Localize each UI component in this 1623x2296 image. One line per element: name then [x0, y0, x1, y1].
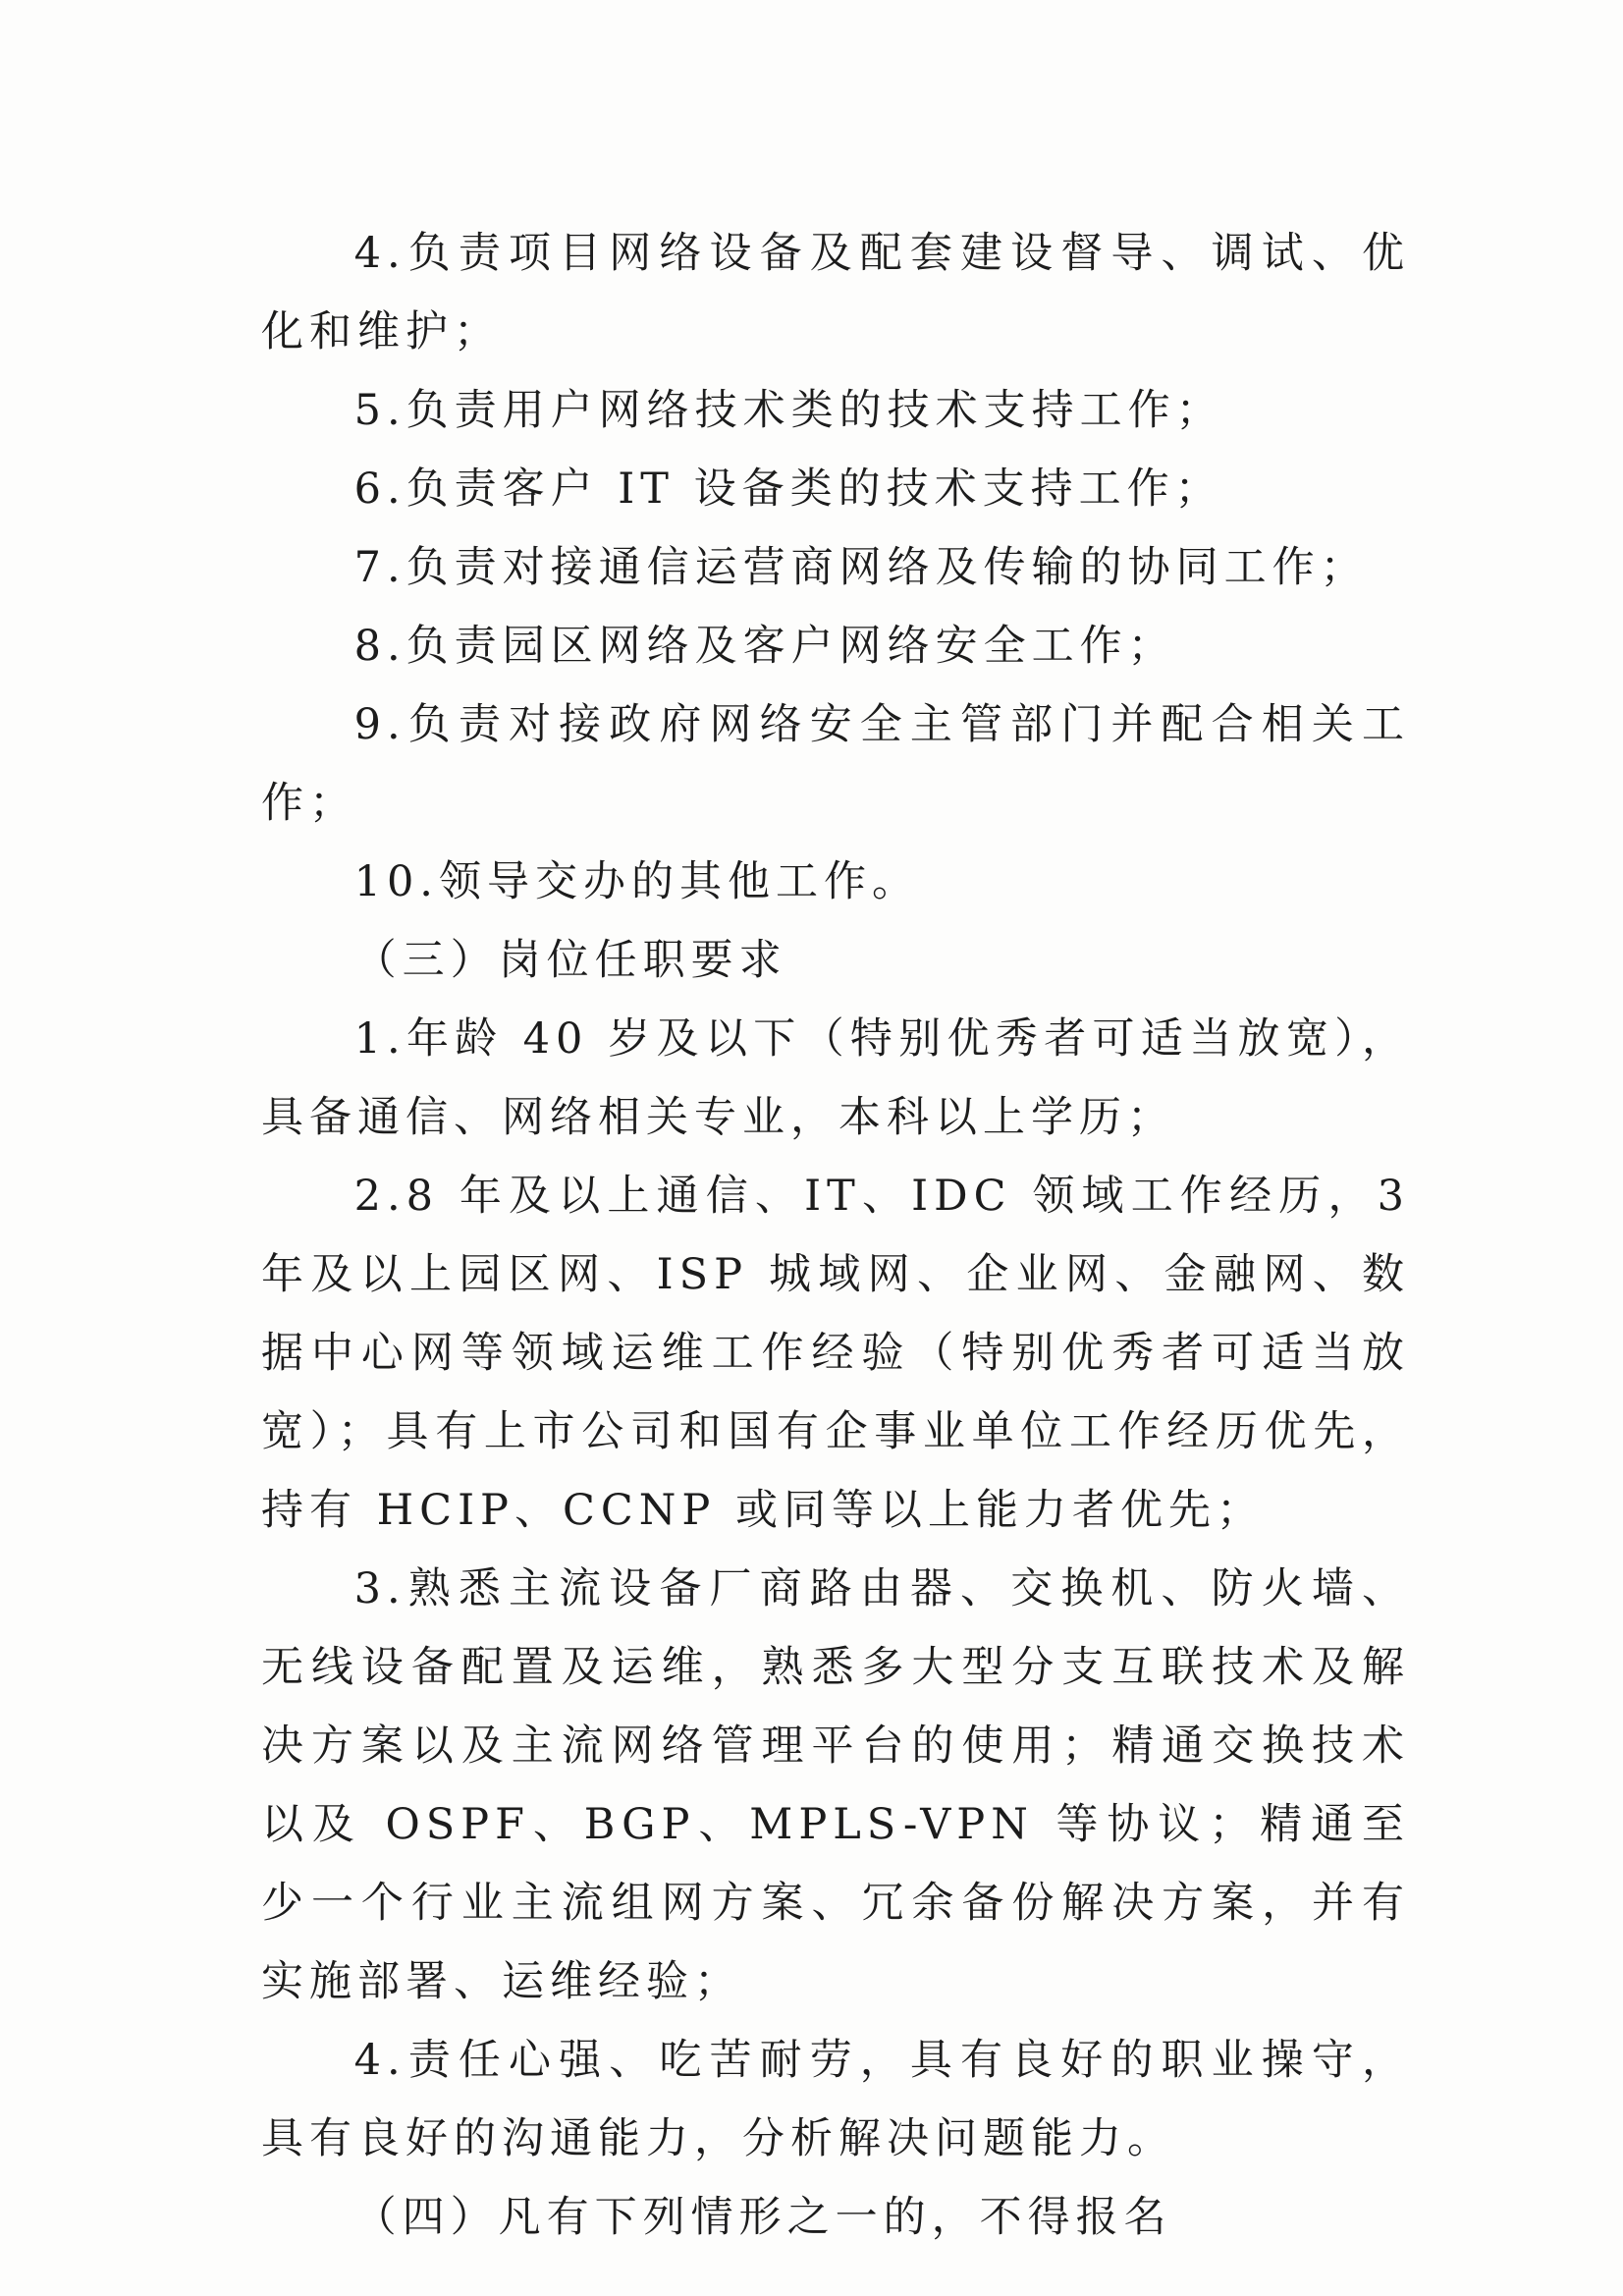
document-body — [261, 214, 1410, 2257]
duty-item-8: 8.负责园区网络及客户网络安全工作； — [353, 622, 1176, 671]
requirement-item-2: 2.8 年及以上通信、IT、IDC 领域工作经历，3 年及以上园区网、ISP 城域网、企业网、金融网、数据中心网等领域运维工作经验（特别优秀者可适当放宽）；具有上市公司和国有企事业单位工作经历优先，持有 HCIP、CCNP 或同等以上能力者优先； — [261, 1172, 1410, 1535]
requirement-item-1: 1.年龄 40 岁及以下（特别优秀者可适当放宽），具备通信、网络相关专业，本科以上学历； — [261, 1014, 1410, 1142]
section-heading-requirements: （三）岗位任职要求 — [353, 936, 787, 985]
duty-item-5: 5.负责用户网络技术类的技术支持工作； — [353, 386, 1224, 435]
requirement-item-4: 4.责任心强、吃苦耐劳，具有良好的职业操守，具有良好的沟通能力，分析解决问题能力。 — [261, 2036, 1410, 2163]
requirement-item-3: 3.熟悉主流设备厂商路由器、交换机、防火墙、无线设备配置及运维，熟悉多大型分支互联技术及解决方案以及主流网络管理平台的使用；精通交换技术以及 OSPF、BGP、MPLS-VPN 等协议；精通至少一个行业主流组网方案、冗余备份解决方案，并有实施部署、运维经验； — [261, 1564, 1410, 2006]
section-heading-exclusions: （四）凡有下列情形之一的，不得报名 — [353, 2193, 1172, 2242]
duty-item-4: 4.负责项目网络设备及配套建设督导、调试、优化和维护； — [261, 229, 1410, 356]
duty-item-7: 7.负责对接通信运营商网络及传输的协同工作； — [353, 543, 1369, 592]
duty-item-6: 6.负责客户 IT 设备类的技术支持工作； — [353, 465, 1223, 514]
duty-item-9: 9.负责对接政府网络安全主管部门并配合相关工作； — [261, 700, 1410, 828]
duty-item-10: 10.领导交办的其他工作。 — [353, 857, 920, 906]
